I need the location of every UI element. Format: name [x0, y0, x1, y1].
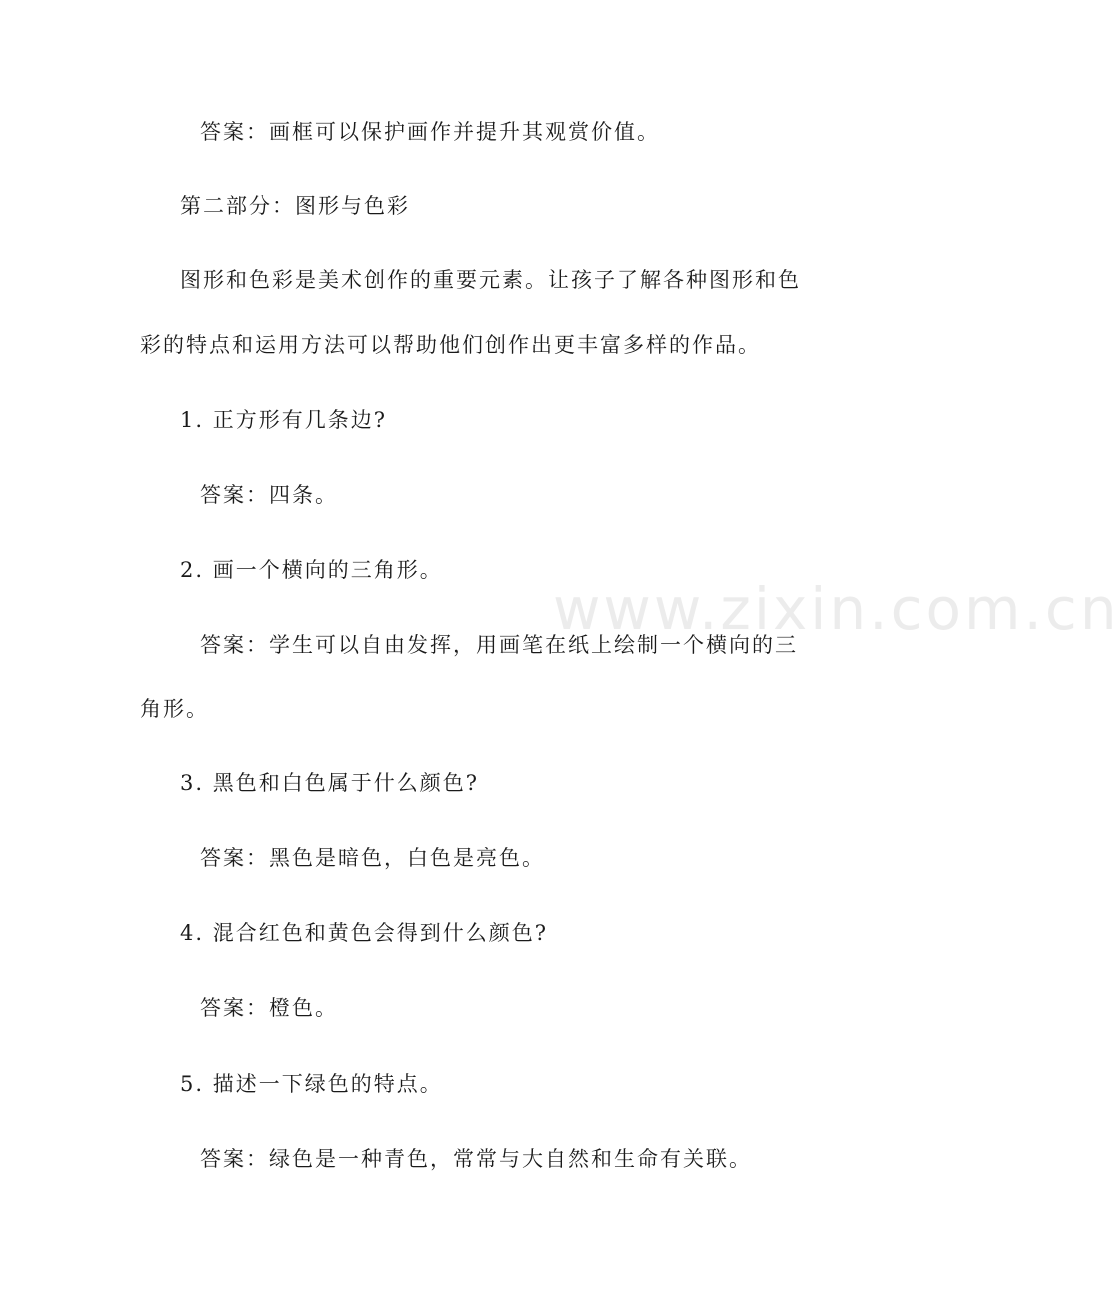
question-3: 3. 黑色和白色属于什么颜色?: [180, 771, 479, 795]
intro-line-1: 图形和色彩是美术创作的重要元素。让孩子了解各种图形和色: [180, 268, 801, 292]
intro-line-2: 彩的特点和运用方法可以帮助他们创作出更丰富多样的作品。: [140, 333, 761, 357]
section-title: 第二部分：图形与色彩: [180, 194, 410, 218]
question-1: 1. 正方形有几条边?: [180, 408, 387, 432]
answer-4: 答案：橙色。: [200, 996, 338, 1020]
answer-5: 答案：绿色是一种青色，常常与大自然和生命有关联。: [200, 1147, 752, 1171]
answer-2-line-1: 答案：学生可以自由发挥，用画笔在纸上绘制一个横向的三: [200, 633, 798, 657]
question-5: 5. 描述一下绿色的特点。: [180, 1072, 443, 1096]
watermark: www.zixin.com.cn: [553, 575, 1120, 643]
answer-3: 答案：黑色是暗色，白色是亮色。: [200, 846, 545, 870]
question-4: 4. 混合红色和黄色会得到什么颜色?: [180, 921, 548, 945]
answer-2-line-2: 角形。: [140, 697, 209, 721]
answer-frame: 答案：画框可以保护画作并提升其观赏价值。: [200, 120, 660, 144]
answer-1: 答案：四条。: [200, 483, 338, 507]
question-2: 2. 画一个横向的三角形。: [180, 558, 443, 582]
